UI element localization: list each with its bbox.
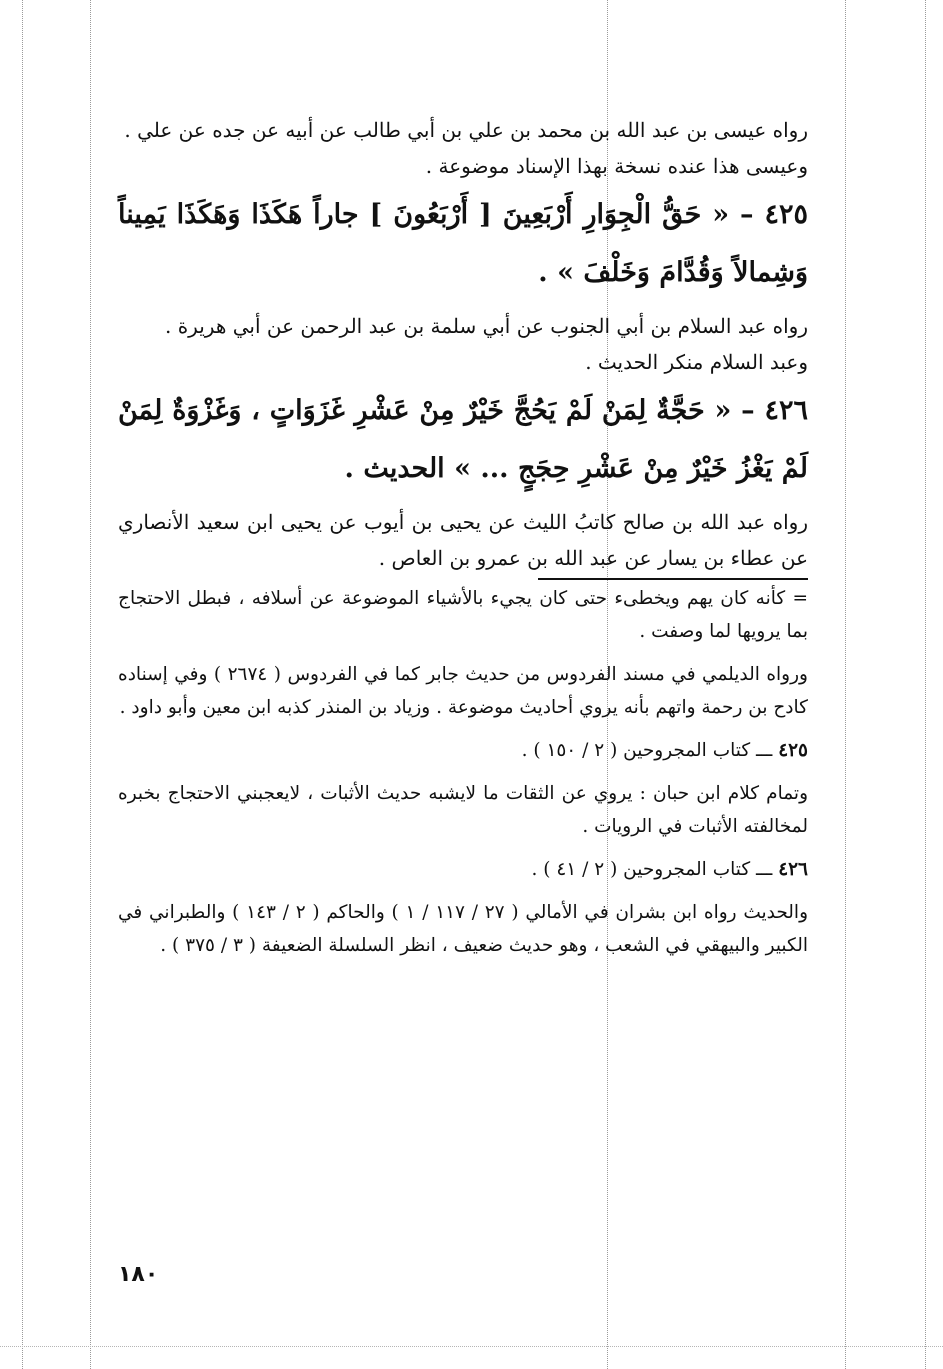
page-content: [118, 112, 808, 962]
footnote: والحديث رواه ابن بشران في الأمالي ( ٢٧ / ١١٧ / ١ ) والحاكم ( ٢ / ١٤٣ ) والطبراني في الكبير والبيهقي في الشعب ، وهو حديث ضعيف ، انظر السلسلة الضعيفة ( ٣ / ٣٧٥ ) .: [118, 902, 809, 956]
scan-guide-line: [22, 0, 23, 1369]
narration-paragraph: رواه عبد السلام بن أبي الجنوب عن أبي سلمة بن عبد الرحمن عن أبي هريرة .: [164, 314, 808, 338]
footnote: = كأنه كان يهم ويخطىء حتى كان يجيء بالأشياء الموضوعة عن أسلافه ، فبطل الاحتجاج بما يرويها لما وصفت .: [118, 588, 808, 642]
footnote-dash: ـــ: [750, 740, 773, 761]
narration-paragraph: رواه عيسى بن عبد الله بن محمد بن علي بن أبي طالب عن أبيه عن جده عن علي .: [124, 118, 808, 142]
footnote-separator: [538, 578, 808, 580]
hadith-426: ٤٢٦ – « حَجَّةٌ لِمَنْ لَمْ يَحُجَّ خَيْرٌ مِنْ عَشْرِ غَزَوَاتٍ ، وَغَزْوَةٌ لِمَنْ لَمْ يَغْزُ خَيْرٌ مِنْ عَشْرِ حِجَجٍ ... » الحديث .: [118, 395, 808, 484]
scan-guide-line: [0, 1346, 943, 1347]
scan-guide-line: [90, 0, 91, 1369]
footnote-source: كتاب المجروحين ( ٢ / ١٥٠ ) .: [521, 740, 751, 761]
narration-paragraph: رواه عبد الله بن صالح كاتبُ الليث عن يحيى بن أيوب عن يحيى ابن سعيد الأنصاري عن عطاء بن يسار عن عبد الله بن عمرو بن العاص .: [118, 510, 808, 570]
narration-paragraph: وعيسى هذا عنده نسخة بهذا الإسناد موضوعة .: [425, 154, 808, 178]
footnote-reference: [118, 734, 808, 767]
footnote-dash: ـــ: [750, 859, 773, 880]
footnote-reference: [118, 853, 808, 886]
footnote-number: ٤٢٥: [778, 740, 808, 761]
scan-guide-line: [845, 0, 846, 1369]
page-number: ١٨٠: [118, 1262, 159, 1287]
scan-guide-line: [925, 0, 926, 1369]
hadith-425: ٤٢٥ – « حَقُّ الْجِوَارِ أَرْبَعِينَ [ أَرْبَعُونَ ] جاراً هَكَذَا وَهَكَذَا يَمِيناً وَشِمالاً وَقُدَّامَ وَخَلْفَ » .: [118, 199, 808, 288]
footnote-number: ٤٢٦: [778, 859, 808, 880]
footnote: ورواه الديلمي في مسند الفردوس من حديث جابر كما في الفردوس ( ٢٦٧٤ ) وفي إسناده كادح بن رحمة واتهم بأنه يروي أحاديث موضوعة . وزياد بن المنذر كذبه ابن معين وأبو داود .: [118, 664, 808, 718]
footnote-source: كتاب المجروحين ( ٢ / ٤١ ) .: [531, 859, 751, 880]
narration-paragraph: وعبد السلام منكر الحديث .: [585, 350, 808, 374]
footnote: وتمام كلام ابن حبان : يروي عن الثقات ما لايشبه حديث الأثبات ، لايعجبني الاحتجاج بخبره لمخالفته الأثبات في الرويات .: [118, 783, 808, 837]
